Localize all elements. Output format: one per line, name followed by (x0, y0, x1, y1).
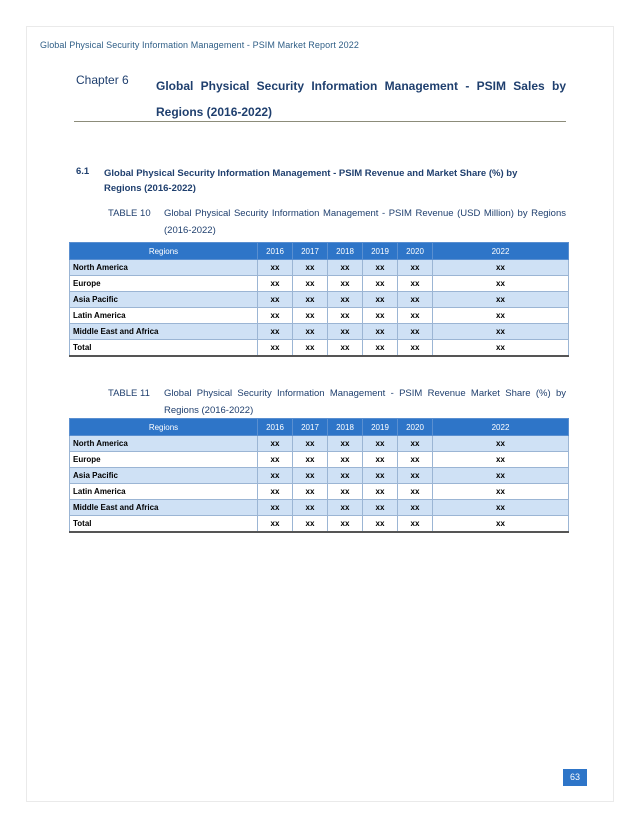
value-cell: xx (398, 276, 433, 292)
value-cell: xx (398, 484, 433, 500)
column-header: 2018 (328, 243, 363, 260)
table-row (70, 340, 569, 357)
running-header: Global Physical Security Information Management - PSIM Market Report 2022 (40, 40, 359, 50)
value-cell: xx (293, 468, 328, 484)
value-cell: xx (258, 500, 293, 516)
column-header: 2016 (258, 419, 293, 436)
value-cell: xx (398, 308, 433, 324)
table-row (70, 276, 569, 292)
value-cell: xx (293, 436, 328, 452)
value-cell: xx (328, 276, 363, 292)
value-cell: xx (293, 340, 328, 357)
value-cell: xx (293, 516, 328, 533)
value-cell: xx (328, 468, 363, 484)
table-11-label: TABLE 11 (108, 388, 150, 399)
region-cell: Latin America (70, 308, 258, 324)
table-row (70, 324, 569, 340)
table-10 (69, 242, 569, 357)
value-cell: xx (433, 324, 569, 340)
value-cell: xx (258, 484, 293, 500)
table-row (70, 484, 569, 500)
page-number: 63 (563, 769, 587, 786)
table-header-row (70, 419, 569, 436)
value-cell: xx (328, 516, 363, 533)
value-cell: xx (258, 292, 293, 308)
table-row (70, 452, 569, 468)
column-header: 2017 (293, 243, 328, 260)
value-cell: xx (363, 500, 398, 516)
chapter-label: Chapter 6 (76, 73, 129, 87)
value-cell: xx (293, 484, 328, 500)
value-cell: xx (293, 292, 328, 308)
value-cell: xx (328, 260, 363, 276)
value-cell: xx (293, 276, 328, 292)
chapter-divider (74, 121, 566, 122)
table-row (70, 260, 569, 276)
value-cell: xx (328, 500, 363, 516)
region-cell: Europe (70, 452, 258, 468)
region-cell: North America (70, 436, 258, 452)
value-cell: xx (433, 516, 569, 533)
column-header: 2022 (433, 419, 569, 436)
chapter-title: Global Physical Security Information Management - PSIM Sales by Regions (2016-2022) (156, 79, 566, 119)
value-cell: xx (363, 468, 398, 484)
value-cell: xx (363, 340, 398, 357)
table-row (70, 516, 569, 533)
value-cell: xx (328, 292, 363, 308)
section-title: Global Physical Security Information Management - PSIM Revenue and Market Share (%) by Regions (2016-2022) (104, 168, 518, 194)
value-cell: xx (258, 308, 293, 324)
value-cell: xx (258, 436, 293, 452)
value-cell: xx (433, 308, 569, 324)
column-header: 2019 (363, 419, 398, 436)
value-cell: xx (258, 324, 293, 340)
value-cell: xx (363, 324, 398, 340)
table-10-title: Global Physical Security Information Management - PSIM Revenue (USD Million) by Regions (2016-2022) (164, 208, 566, 236)
section-number: 6.1 (76, 166, 90, 177)
value-cell: xx (363, 292, 398, 308)
value-cell: xx (433, 484, 569, 500)
value-cell: xx (398, 452, 433, 468)
value-cell: xx (258, 452, 293, 468)
table-10-body (70, 260, 569, 357)
value-cell: xx (433, 468, 569, 484)
table-row (70, 292, 569, 308)
value-cell: xx (398, 436, 433, 452)
value-cell: xx (363, 308, 398, 324)
value-cell: xx (328, 436, 363, 452)
value-cell: xx (328, 340, 363, 357)
value-cell: xx (258, 340, 293, 357)
value-cell: xx (433, 452, 569, 468)
column-header: 2020 (398, 419, 433, 436)
value-cell: xx (433, 340, 569, 357)
region-cell: Total (70, 516, 258, 533)
column-header: Regions (70, 243, 258, 260)
value-cell: xx (398, 260, 433, 276)
value-cell: xx (398, 468, 433, 484)
table-row (70, 468, 569, 484)
value-cell: xx (258, 468, 293, 484)
table-11-body (70, 436, 569, 533)
region-cell: Europe (70, 276, 258, 292)
value-cell: xx (293, 260, 328, 276)
table-row (70, 436, 569, 452)
value-cell: xx (433, 276, 569, 292)
value-cell: xx (258, 260, 293, 276)
value-cell: xx (328, 308, 363, 324)
value-cell: xx (398, 500, 433, 516)
region-cell: North America (70, 260, 258, 276)
table-row (70, 308, 569, 324)
value-cell: xx (293, 324, 328, 340)
value-cell: xx (433, 436, 569, 452)
column-header: 2020 (398, 243, 433, 260)
value-cell: xx (398, 516, 433, 533)
value-cell: xx (433, 260, 569, 276)
region-cell: Middle East and Africa (70, 500, 258, 516)
table-10-label: TABLE 10 (108, 208, 151, 219)
value-cell: xx (398, 324, 433, 340)
value-cell: xx (398, 340, 433, 357)
column-header: 2018 (328, 419, 363, 436)
value-cell: xx (433, 500, 569, 516)
value-cell: xx (293, 452, 328, 468)
table-header-row (70, 243, 569, 260)
region-cell: Total (70, 340, 258, 357)
value-cell: xx (363, 276, 398, 292)
value-cell: xx (363, 260, 398, 276)
region-cell: Asia Pacific (70, 292, 258, 308)
region-cell: Asia Pacific (70, 468, 258, 484)
value-cell: xx (328, 324, 363, 340)
value-cell: xx (363, 516, 398, 533)
value-cell: xx (363, 436, 398, 452)
column-header: 2022 (433, 243, 569, 260)
value-cell: xx (258, 516, 293, 533)
value-cell: xx (433, 292, 569, 308)
value-cell: xx (328, 484, 363, 500)
table-11-title: Global Physical Security Information Management - PSIM Revenue Market Share (%) by Regions (2016-2022) (164, 388, 566, 416)
region-cell: Latin America (70, 484, 258, 500)
column-header: 2019 (363, 243, 398, 260)
value-cell: xx (328, 452, 363, 468)
region-cell: Middle East and Africa (70, 324, 258, 340)
value-cell: xx (363, 484, 398, 500)
value-cell: xx (293, 308, 328, 324)
value-cell: xx (363, 452, 398, 468)
value-cell: xx (258, 276, 293, 292)
table-row (70, 500, 569, 516)
value-cell: xx (398, 292, 433, 308)
table-11 (69, 418, 569, 533)
column-header: 2017 (293, 419, 328, 436)
value-cell: xx (293, 500, 328, 516)
column-header: Regions (70, 419, 258, 436)
column-header: 2016 (258, 243, 293, 260)
